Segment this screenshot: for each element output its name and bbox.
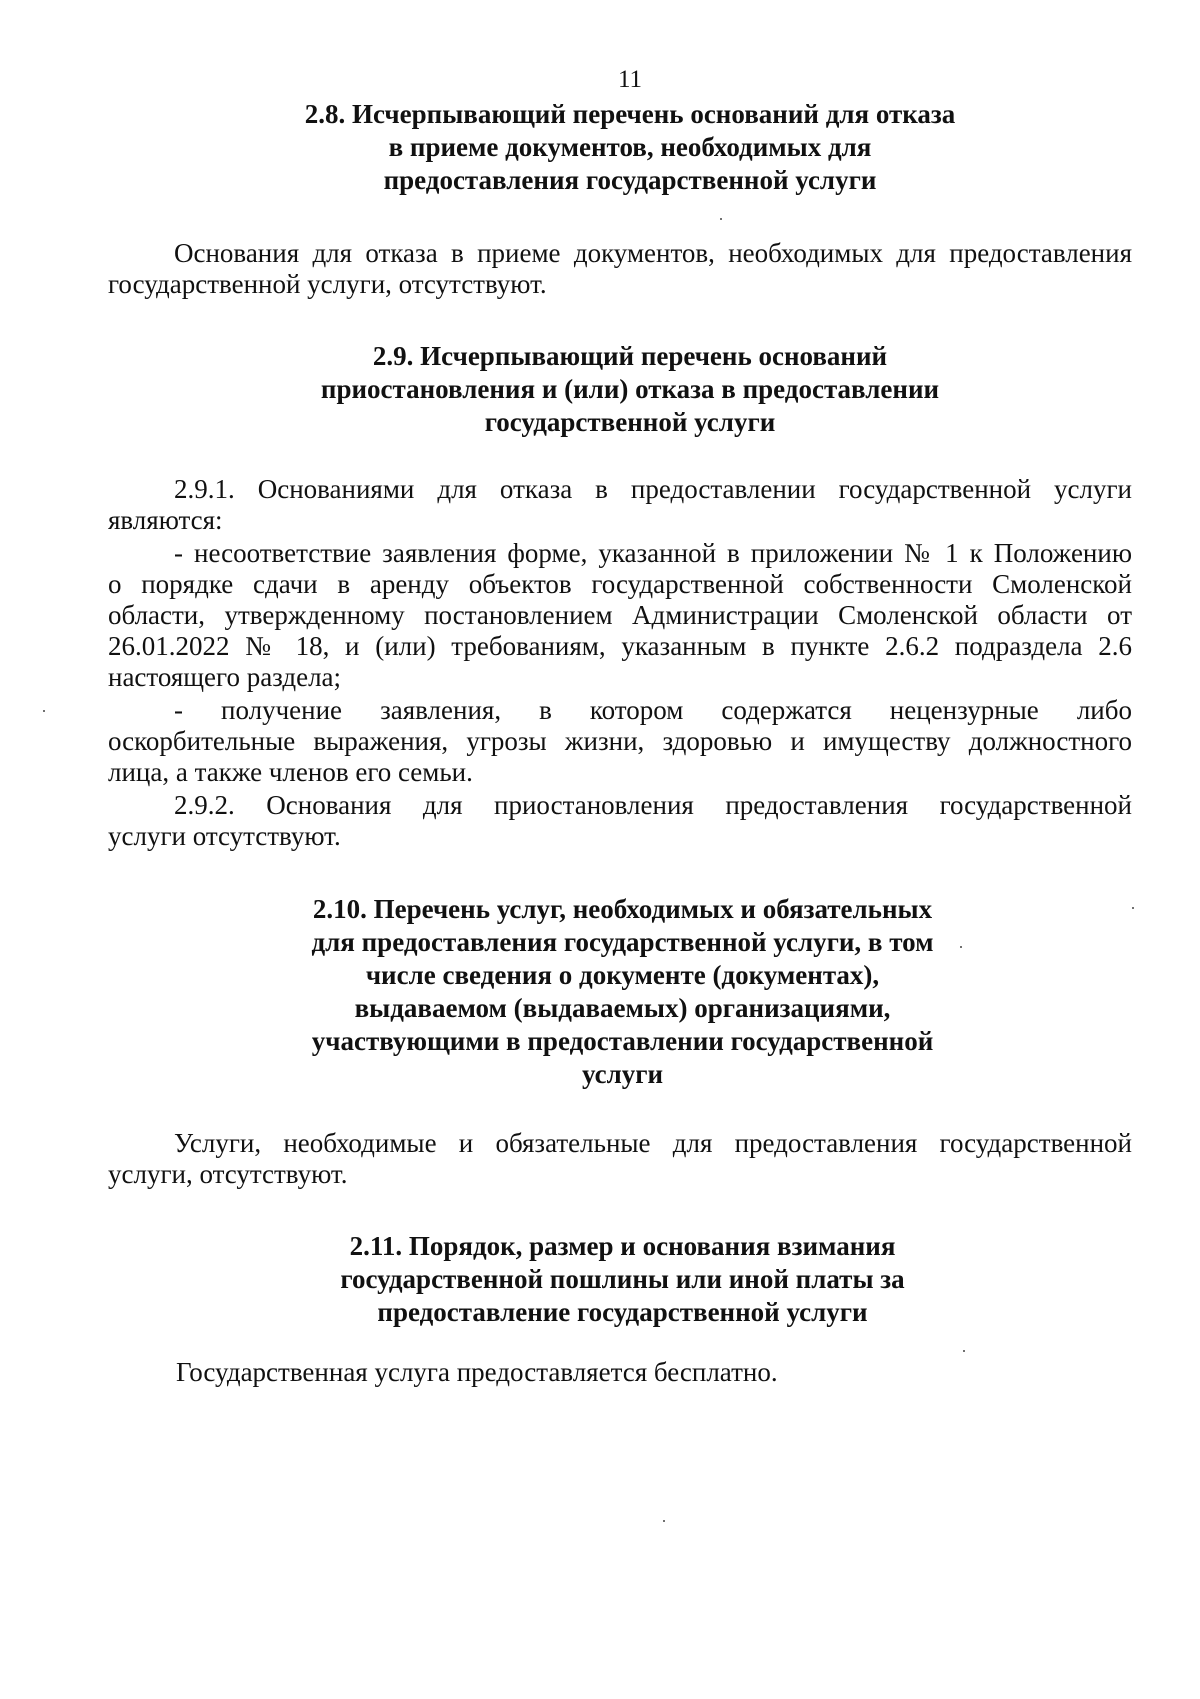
- section-2-8-heading: [0, 98, 1200, 197]
- page-number: 11: [617, 66, 643, 93]
- heading-line: выдаваемом (выдаваемых) организациями,: [354, 993, 891, 1023]
- paragraph-2-9-1-line: являются:: [108, 505, 223, 535]
- heading-line: участвующими в предоставлении государственной: [311, 1026, 934, 1056]
- heading-line: числе сведения о документе (документах),: [365, 960, 880, 990]
- scan-speck: [720, 218, 722, 220]
- heading-line: для предоставления государственной услуги, в том: [311, 927, 934, 957]
- bullet-2-line: лица, а также членов его семьи.: [108, 757, 473, 787]
- bullet-1-line: области, утвержденному постановлением Администрации Смоленской области от: [108, 600, 1132, 630]
- heading-line: 2.10. Перечень услуг, необходимых и обязательных: [312, 894, 933, 924]
- heading-line: в приеме документов, необходимых для: [388, 132, 872, 162]
- bullet-1-line: настоящего раздела;: [108, 662, 342, 692]
- heading-line: государственной пошлины или иной платы за: [340, 1264, 905, 1294]
- section-2-11-text: Государственная услуга предоставляется бесплатно.: [176, 1357, 778, 1387]
- section-2-10-heading: [0, 893, 1200, 1091]
- section-2-8-text-line: Основания для отказа в приеме документов, необходимых для предоставления: [174, 238, 1132, 268]
- heading-line: государственной услуги: [484, 407, 776, 437]
- heading-line: 2.9. Исчерпывающий перечень оснований: [372, 341, 888, 371]
- section-2-11-heading: [0, 1230, 1200, 1329]
- paragraph-2-9-2-line: услуги отсутствуют.: [108, 821, 341, 851]
- bullet-2-line: - получение заявления, в котором содержатся нецензурные либо: [174, 695, 1132, 725]
- paragraph-2-9-1-line: 2.9.1. Основаниями для отказа в предоставлении государственной услуги: [174, 474, 1132, 504]
- section-2-10-text-line: Услуги, необходимые и обязательные для предоставления государственной: [174, 1128, 1132, 1158]
- section-2-9-heading: [0, 340, 1200, 439]
- section-2-10-text-line: услуги, отсутствуют.: [108, 1159, 348, 1189]
- scan-speck: [1132, 907, 1134, 909]
- scan-speck: [663, 1520, 665, 1522]
- section-2-8-text-line: государственной услуги, отсутствуют.: [108, 269, 547, 299]
- bullet-1-line: 26.01.2022 № 18, и (или) требованиям, указанным в пункте 2.6.2 подраздела 2.6: [108, 631, 1132, 661]
- scan-speck: [43, 710, 45, 712]
- bullet-2-line: оскорбительные выражения, угрозы жизни, здоровью и имуществу должностного: [108, 726, 1132, 756]
- bullet-1-line: - несоответствие заявления форме, указанной в приложении № 1 к Положению: [174, 538, 1132, 568]
- paragraph-2-9-2-line: 2.9.2. Основания для приостановления предоставления государственной: [174, 790, 1132, 820]
- bullet-1-line: о порядке сдачи в аренду объектов государственной собственности Смоленской: [108, 569, 1132, 599]
- heading-line: 2.11. Порядок, размер и основания взимания: [349, 1231, 896, 1261]
- scan-speck: [963, 1350, 965, 1352]
- heading-line: предоставления государственной услуги: [383, 165, 877, 195]
- heading-line: услуги: [581, 1059, 664, 1089]
- heading-line: предоставление государственной услуги: [377, 1297, 868, 1327]
- heading-line: 2.8. Исчерпывающий перечень оснований для отказа: [304, 99, 956, 129]
- heading-line: приостановления и (или) отказа в предоставлении: [320, 374, 940, 404]
- scan-speck: [960, 946, 962, 948]
